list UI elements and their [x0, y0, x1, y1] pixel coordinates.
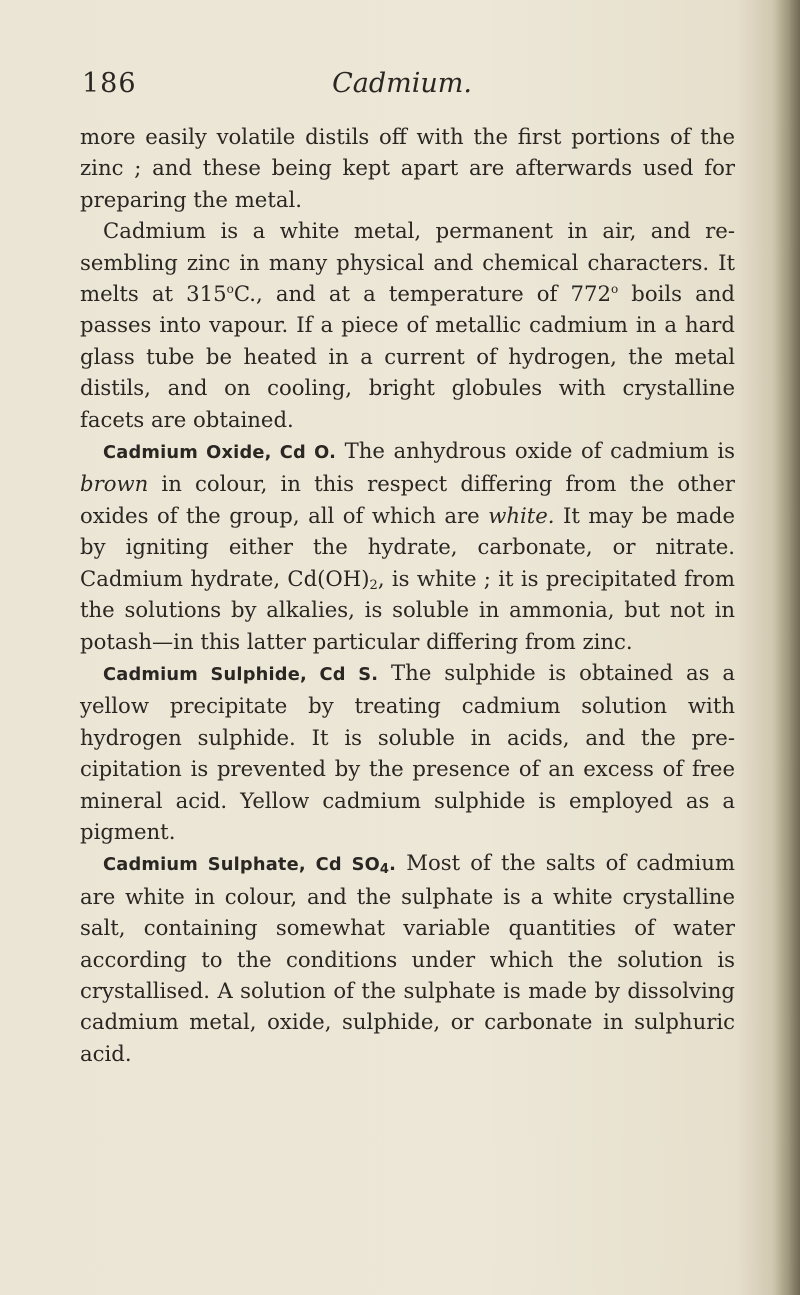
degree-mark: o — [226, 282, 234, 297]
subscript: 2 — [369, 577, 378, 593]
section-heading-cadmium-sulphide: Cadmium Sulphide, Cd S. — [103, 663, 379, 685]
paragraph-cadmium-properties — [80, 215, 735, 435]
page-number: 186 — [82, 68, 137, 99]
paragraph-continuation — [80, 121, 735, 215]
emphasis-text: white. — [488, 502, 555, 528]
heading-text: . — [389, 854, 397, 876]
degree-mark: o — [610, 282, 619, 297]
running-title: Cadmium. — [332, 68, 472, 99]
paragraph-text: boils and passes into vapour. If a piece of metallic cadmium in a hard glass tube be heated in a current of hydrogen, the metal distils, and on cooling, bright globules with crystalline facets are obtained. — [80, 281, 735, 432]
paragraph-cadmium-sulphide — [80, 657, 735, 847]
paragraph-text: , is white ; it is precipitated from the solutions by alkalies, is soluble in ammonia, but not in potash—in this latter particular differing from zinc. — [80, 565, 735, 654]
section-heading-cadmium-sulphate — [103, 854, 397, 878]
emphasis-text: brown — [80, 471, 149, 497]
paragraph-text: Cadmium is a white metal, permanent in air, and resembling zinc in many physical and chemical characters. It melts at 315 — [80, 218, 735, 307]
page-header — [82, 68, 722, 108]
paragraph-text: Most of the salts of cadmium are white in colour, and the sulphate is a white crystalline salt, containing somewhat variable quantities of water according to the conditions under which the solution is crystallised. A solution of the sulphate is made by dissolving cadmium metal, oxide, sulphide, or carbonate in sulphuric acid. — [80, 850, 736, 1066]
body-text — [80, 121, 735, 1069]
paragraph-text: The sulphide is obtained as a yellow precipitate by treating cadmium solution with hydrogen sulphide. It is soluble in acids, and the precipitation is prevented by the presence of an excess of free mineral acid. Yellow cadmium sulphide is employed as a pigment. — [80, 659, 735, 844]
paragraph-text: in colour, in this respect differing from the other oxides of the group, all of which are — [80, 471, 735, 528]
heading-text: Cadmium Sulphate, Cd SO — [103, 854, 380, 876]
paragraph-cadmium-sulphate — [80, 847, 735, 1069]
page-edge-shadow — [772, 0, 800, 1295]
subscript: 4 — [379, 862, 390, 878]
paragraph-text: C., and at a temperature of 772 — [233, 281, 611, 307]
paragraph-text: more easily volatile distils off with the first portions of the zinc ; and these being kept apart are afterwards used for preparing the metal. — [80, 124, 735, 212]
paragraph-text: The anhydrous oxide of cadmium is — [336, 438, 735, 464]
paragraph-text: It may be made by igniting either the hydrate, carbonate, or nitrate. Cadmium hydrate, Cd(OH) — [80, 502, 735, 591]
section-heading-cadmium-oxide: Cadmium Oxide, Cd O. — [103, 442, 337, 464]
paragraph-cadmium-oxide — [80, 435, 735, 657]
